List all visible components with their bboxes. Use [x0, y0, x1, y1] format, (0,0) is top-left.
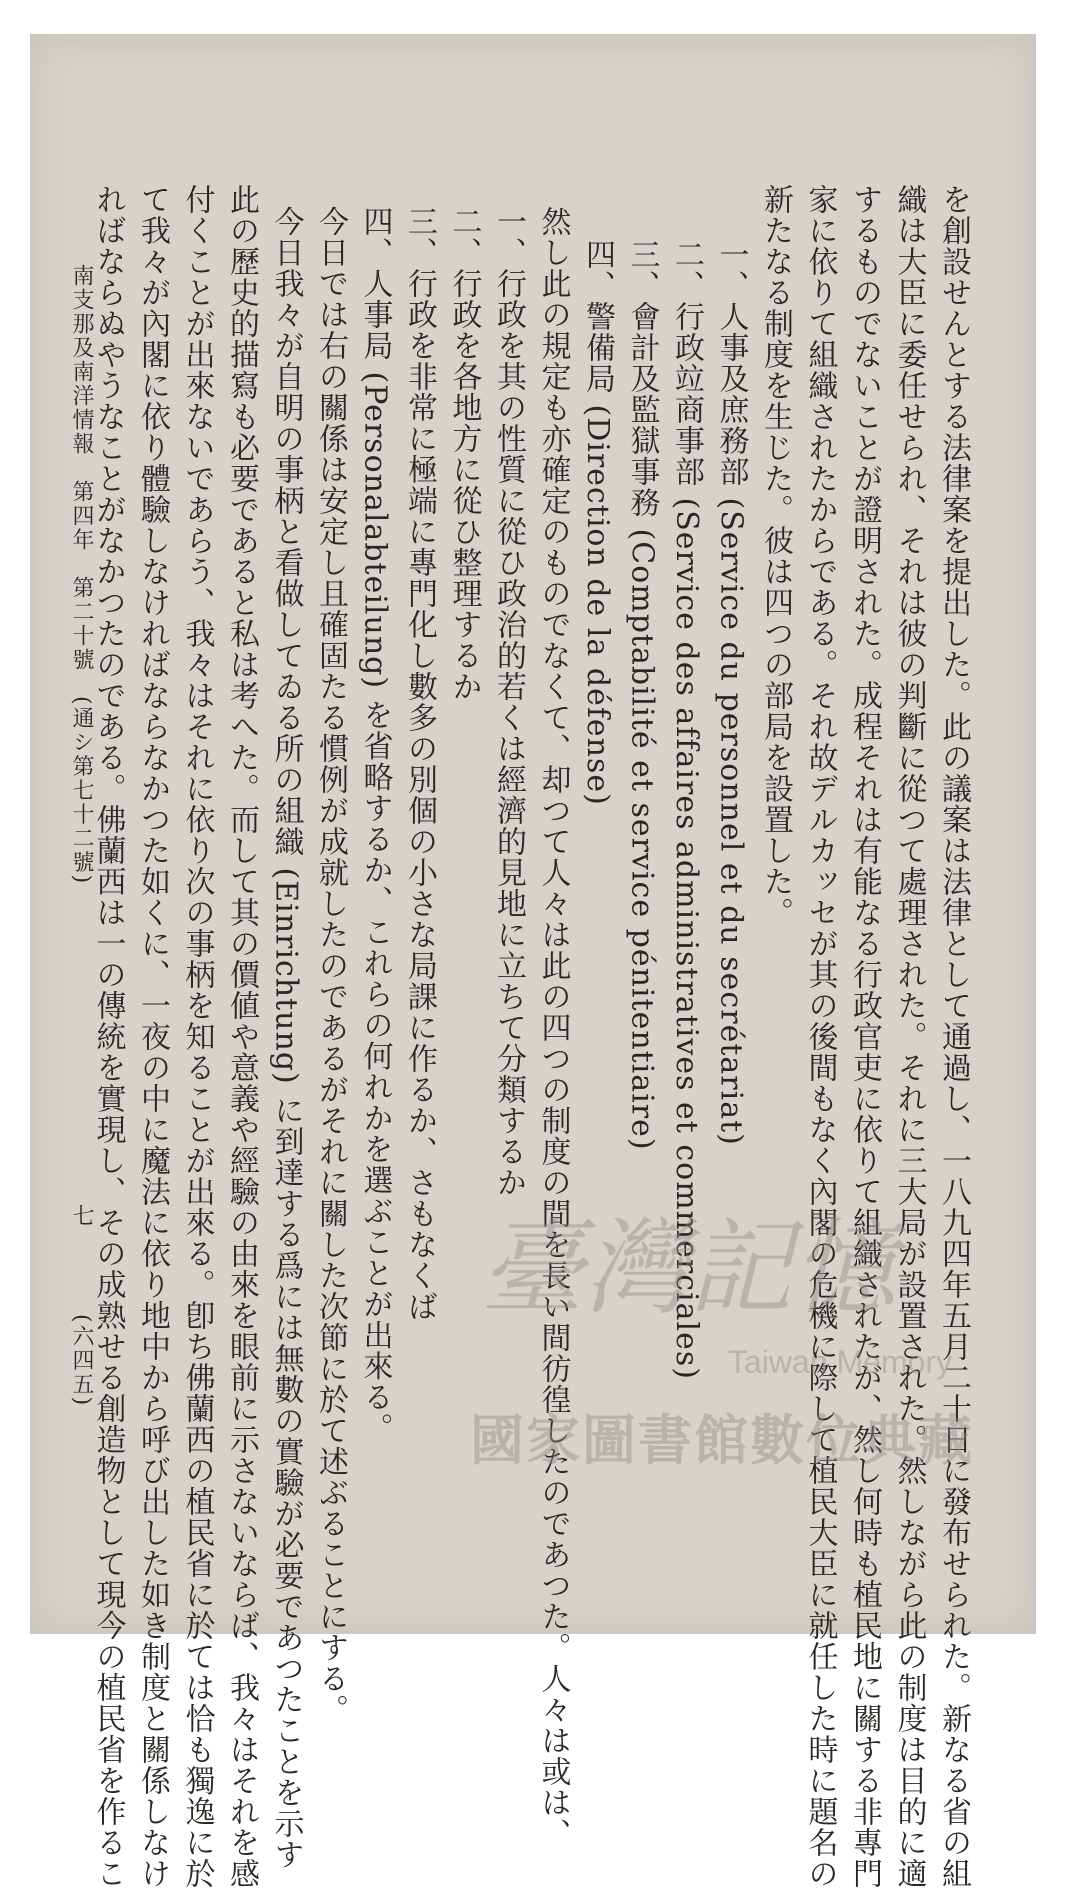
text-column: 四、人事局 (Personalabteilung) を省略するか、これらの何れかを選ぶことが出來る。: [357, 206, 393, 1444]
footer-total-page: (六四五): [69, 1314, 94, 1408]
text-column: 四、警備局 (Direction de la défense): [580, 239, 615, 806]
text-column: を創設せんとする法律案を提出した。此の議案は法律として通過し、一八九四年五月二十日に發布せられた。新なる省の組: [936, 184, 971, 1889]
text-column: 此の歷史的描寫も必要であると私は考へた。而して其の價値や意義や經驗の由來を眼前に示さないならば、我々はそれを感: [224, 184, 259, 1889]
text-column: 一、行政を其の性質に從ひ政治的若くは經濟的見地に立ちて分類するか: [491, 206, 526, 1198]
watermark-subtitle: Taiwan Memory: [728, 1344, 953, 1380]
text-column: 今日では右の關係は安定し且確固たる慣例が成就したのであるがそれに關した次節に於て述ぶることにする。: [313, 206, 348, 1725]
footer-page-number: 七: [69, 1204, 94, 1228]
text-column: 新たなる制度を生じた。彼は四つの部局を設置した。: [758, 184, 793, 928]
text-column: 今日我々が自明の事柄と看做してゐる所の組織 (Einrichtung) に到達する爲には無數の實驗が必要であつたことを示す: [268, 206, 304, 1871]
text-column: 織は大臣に委任せられ、それは彼の判斷に從つて處理された。それに三大局が設置された。然しながら此の制度は目的に適: [891, 184, 927, 1889]
text-column: 然し此の規定も亦確定のものでなくて、却つて人々は此の四つの制度の間を長い間彷徨したのであつた。人々は或は、: [535, 206, 571, 1849]
text-column: 一、人事及庶務部 (Service du personnel et du secrétariat): [713, 239, 749, 1146]
text-column: て我々が內閣に依り體驗しなければならなかつた如くに、一夜の中に魔法に依り地中から呼び出した如き制度と關係しなけ: [135, 184, 170, 1889]
text-column: 三、行政を非常に極端に專門化し數多の別個の小さな局課に作るか、さもなくば: [402, 206, 437, 1322]
watermark-library: 國家圖書館數位典藏: [470, 1409, 974, 1472]
text-column: 付くことが出來ないであらう、我々はそれに依り次の事柄を知ることが出來る。卽ち佛蘭西の植民省に於ては恰も獨逸に於: [179, 184, 215, 1889]
watermark-title: 臺灣記憶: [480, 1207, 897, 1329]
footer-publication: 南支那及南洋情報 第四年 第二十號 (通シ第七十二號): [69, 264, 94, 886]
text-column: 二、行政を各地方に從ひ整理するか: [446, 206, 482, 702]
document-page: [30, 34, 1036, 1889]
text-column: するものでないことが證明された。成程それは有能なる行政官吏に依りて組織されたが、然し何時も植民地に關する非專門: [847, 184, 882, 1889]
text-column: 三、會計及監獄事務 (Comptabilité et service pénitentiaire): [624, 239, 660, 1151]
text-column: 家に依りて組織されたからである。それ故デルカッセが其の後間もなく內閣の危機に際して植民大臣に就任した時に題名の: [802, 184, 838, 1889]
text-column: 二、行政竝商事部 (Service des affaires administratives et commerciales): [669, 239, 704, 1380]
text-column: ればならぬやうなことがなかつたのである。佛蘭西は一の傳統を實現し、その成熟せる創造物として現今の植民省を作るこ: [90, 184, 126, 1889]
